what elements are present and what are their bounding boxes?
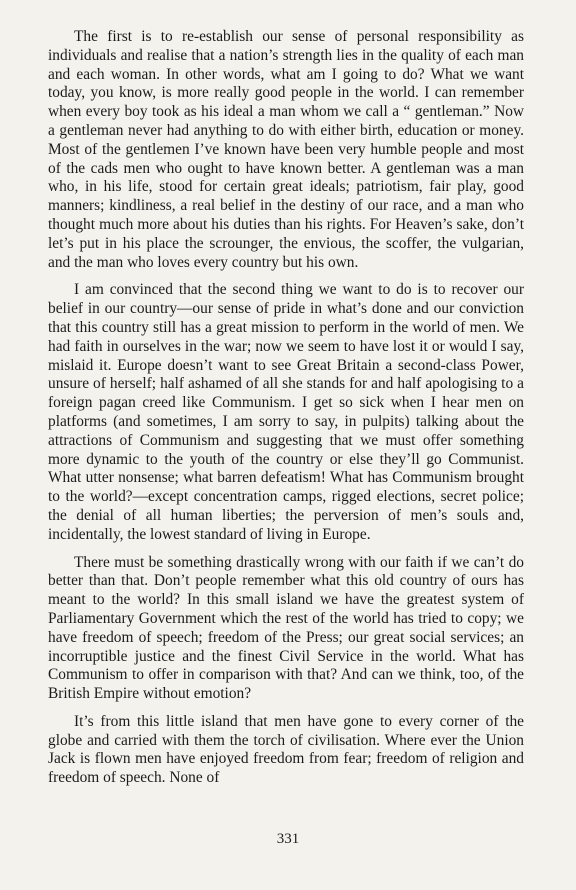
paragraph-4: It’s from this little island that men have gone to every corner of the globe and carried with them the torch of civilisation. Where ever the Union Jack is flown men have enjoyed freedom from fear; freedom of religion and freedom of speech. None of (48, 712, 524, 787)
body-text (48, 28, 524, 788)
paragraph-2: I am convinced that the second thing we want to do is to recover our belief in our country—our sense of pride in what’s done and our conviction that this country still has a great mission to perform in the world of men. We had faith in ourselves in the war; now we seem to have lost it or would I say, mislaid it. Europe doesn’t want to see Great Britain a second-class Power, unsure of herself; half ashamed of all she stands for and half apologising to a foreign pagan creed like Communism. I get so sick when I hear men on platforms (and sometimes, I am sorry to say, in pulpits) talking about the attractions of Communism and suggesting that we must offer something more dynamic to the youth of the country or else they’ll go Communist. What utter nonsense; what barren defeatism! What has Communism brought to the world?—except concentration camps, rigged elections, secret police; the denial of all human liberties; the perversion of men’s souls and, incidentally, the lowest standard of living in Europe. (48, 281, 524, 543)
page-number: 331 (276, 831, 300, 847)
paragraph-1: The first is to re-establish our sense of personal responsibility as individuals and realise that a nation’s strength lies in the quality of each man and each woman. In other words, what am I going to do? What we want today, you know, is more really good people in the world. I can remember when every boy took as his ideal a man whom we call a “ gentleman.” Now a gentleman never had anything to do with either birth, education or money. Most of the gentlemen I’ve known have been very humble people and most of the cads men who ought to have known better. A gentleman was a man who, in his life, stood for certain great ideals; patriotism, fair play, good manners; kindliness, a real belief in the destiny of our race, and a man who thought much more about his duties than his rights. For Heaven’s sake, don’t let’s put in his place the scrounger, the envious, the scoffer, the vulgarian, and the man who loves every country but his own. (48, 28, 524, 271)
paragraph-3: There must be something drastically wrong with our faith if we can’t do better than that. Don’t people remember what this old country of ours has meant to the world? In this small island we have the greatest system of Parliamentary Government which the rest of the world has tried to copy; we have freedom of speech; freedom of the Press; our great social services; an incorruptible justice and the finest Civil Service in the world. What has Communism to offer in comparison with that? And can we think, too, of the British Empire without emotion? (48, 553, 524, 703)
